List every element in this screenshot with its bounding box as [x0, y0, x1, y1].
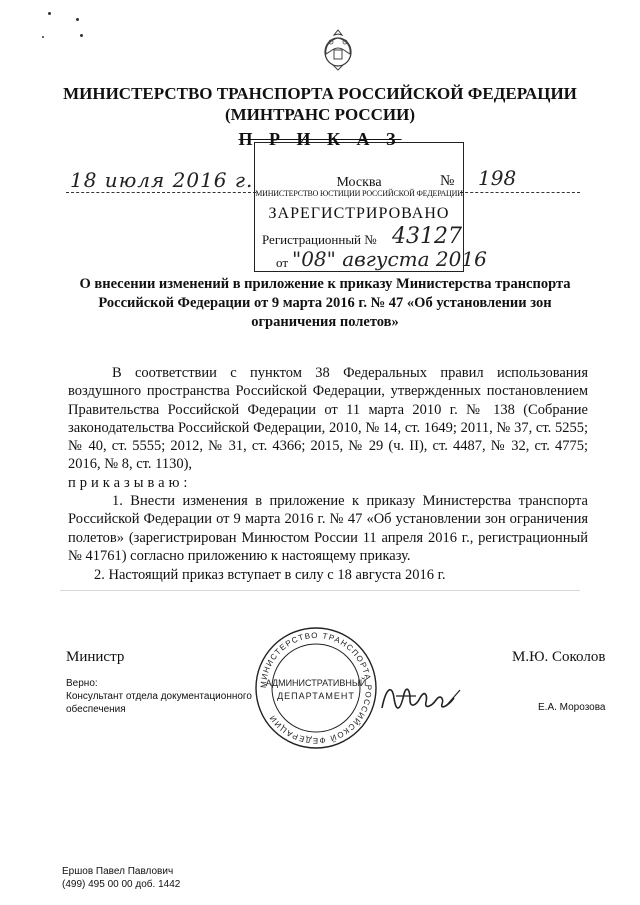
- signatory-name: М.Ю. Соколов: [512, 649, 606, 665]
- reg-number-value: 43127: [392, 224, 462, 249]
- registering-ministry: МИНИСТЕРСТВО ЮСТИЦИИ РОССИЙСКОЙ ФЕДЕРАЦИИ: [255, 189, 463, 198]
- scan-mark: [48, 12, 51, 15]
- seal-center-line2: ДЕПАРТАМЕНТ: [277, 691, 355, 701]
- number-underline: [460, 192, 580, 193]
- scan-mark: [80, 34, 83, 37]
- signatory-title: Министр: [66, 649, 125, 665]
- official-seal: [254, 626, 378, 750]
- consultant-position: Консультант отдела документационного обеспечения: [66, 691, 252, 715]
- executor-phone: (499) 495 00 00 доб. 1442: [62, 879, 181, 890]
- verified-label: Верно:: [66, 678, 98, 689]
- reg-number-label: Регистрационный №: [262, 232, 377, 247]
- date-underline: [66, 192, 256, 193]
- item-1: 1. Внести изменения в приложение к приказу Министерства транспорта Российской Федерации от 9 марта 2016 г. № 47 «Об установлении зон ограничения полетов» (зарегистрирован Минюстом России 11 апреля 2016 г., регистрационный № 41761) согласно приложению к настоящему приказу.: [68, 493, 588, 564]
- order-title: О внесении изменений в приложение к приказу Министерства транспорта Российской Федерации от 9 марта 2016 г. № 47 «Об установлении зон ограничения полетов»: [79, 276, 571, 330]
- divider: [60, 590, 580, 591]
- reg-date-label: от: [276, 255, 289, 270]
- coat-of-arms-icon: [318, 26, 358, 72]
- city: Москва: [336, 175, 382, 190]
- consultant-name: Е.А. Морозова: [538, 702, 606, 713]
- seal-ring-text: МИНИСТЕРСТВО ТРАНСПОРТА РОССИЙСКОЙ ФЕДЕРАЦИИ: [258, 630, 374, 746]
- intro-paragraph: [68, 364, 588, 492]
- intro-text: В соответствии с пунктом 38 Федеральных правил использования воздушного пространства Российской Федерации, утвержденных постановлением Правительства Российской Федерации от 11 марта 2010 г. № 138 (Собрание законодательства Российской Федерации, 2010, № 14, ст. 1649; 2011, № 37, ст. 5255; № 40, ст. 5555; 2012, № 31, ст. 4366; 2015, № 29 (ч. II), ст. 4487, № 32, ст. 4775; 2016, № 8, ст. 1130),: [68, 365, 588, 473]
- scan-mark: [76, 18, 79, 21]
- item-2: 2. Настоящий приказ вступает в силу с 18 августа 2016 г.: [94, 567, 446, 583]
- number-sign: №: [440, 173, 455, 189]
- registered-label: ЗАРЕГИСТРИРОВАНО: [268, 205, 450, 222]
- order-number: 198: [478, 166, 517, 190]
- executor-name: Ершов Павел Павлович: [62, 866, 174, 877]
- ministry-abbr: (МИНТРАНС РОССИИ): [224, 105, 416, 124]
- order-word: приказываю:: [68, 474, 192, 491]
- reg-date-value: "08" августа 2016: [292, 247, 487, 271]
- seal-center-line1: АДМИНИСТРАТИВНЫЙ: [265, 678, 367, 688]
- executor-block: [62, 865, 180, 891]
- scan-mark: [42, 36, 44, 38]
- handwritten-signature: [376, 676, 466, 726]
- order-date: 18 июля 2016 г.: [70, 168, 254, 192]
- ministry-header: [0, 83, 640, 125]
- document-type: П Р И К А З: [238, 129, 402, 149]
- ministry-name: МИНИСТЕРСТВО ТРАНСПОРТА РОССИЙСКОЙ ФЕДЕРАЦИИ: [63, 84, 577, 103]
